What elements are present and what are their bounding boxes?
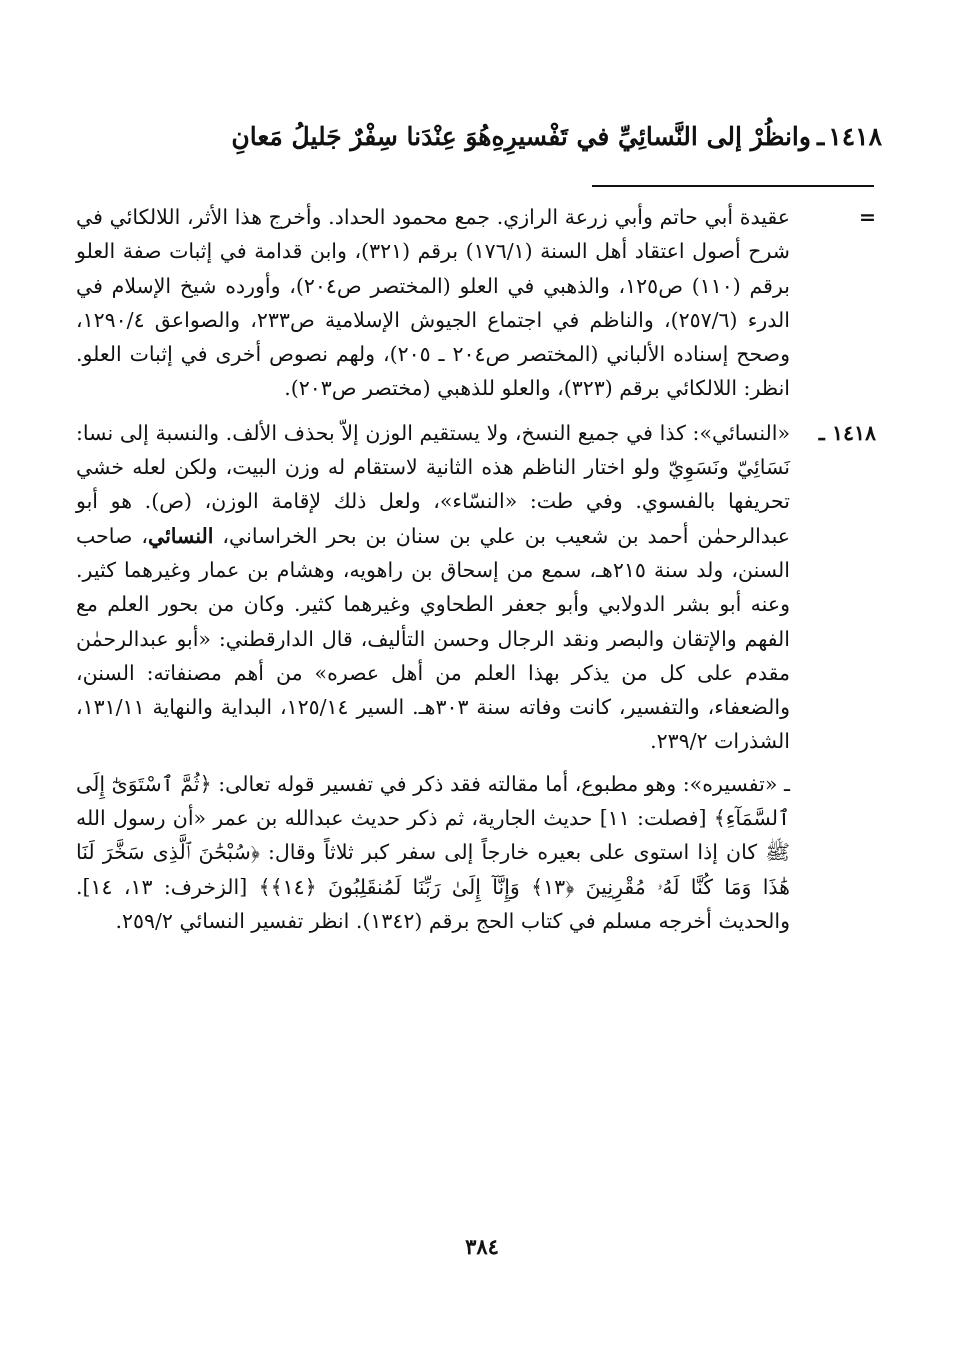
page-number: ٣٨٤ bbox=[465, 1234, 499, 1259]
nasai-text-start: «النسائي»: كذا في جميع النسخ، ولا يستقيم الوزن إلاّ بحذف الألف. والنسبة إلى نسا: نَسَائِيّ ونَسَوِيّ ولو اختار الناظم هذه الثانية لاستقام له وزن البيت، ولكن لعله خشي تحريفها بالفسوي. وفي طت: «النسّاء»، ولعل ذلك لإقامة الوزن، (ص). هو أبو عبدالرحمٰن أحمد بن شعيب بن علي بن سنان بن بحر الخراساني، bbox=[76, 420, 790, 548]
footnote-body bbox=[76, 200, 790, 406]
verse-number: ١٤١٨ bbox=[828, 121, 882, 151]
nasai-text-end: ، صاحب السنن، ولد سنة ٢١٥هـ، سمع من إسحاق بن راهويه، وهشام بن عمار وغيرهما كثير. وعنه أبو بشر الدولابي وأبو جعفر الطحاوي وغيرهما كثير. وكان من بحور العلم مع الفهم والإتقان والبصر ونقد الرجال وحسن التأليف، قال الدارقطني: «أبو عبدالرحمٰن مقدم على كل من يذكر بهذا العلم من أهل عصره» من أهم مصنفاته: السنن، والضعفاء، والتفسير، كانت وفاته سنة ٣٠٣هـ. السير ١٢٥/١٤، البداية والنهاية ١٣١/١١، الشذرات ٢٣٩/٢. bbox=[76, 523, 790, 754]
footnote-separator bbox=[592, 185, 874, 187]
verse-first-hemistich: وانظُرْ إلى النَّسائِيِّ في تَفْسيرِهِ bbox=[491, 121, 811, 151]
continuation-marker: = bbox=[858, 205, 876, 229]
footnote-number: ١٤١٨ ـ bbox=[818, 420, 876, 445]
footnote-paragraph-tafsir: ـ «تفسيره»: وهو مطبوع، أما مقالته فقد ذكر في تفسير قوله تعالى: ﴿ثُمَّ ٱسْتَوَىٰٓ إِلَى ٱلسَّمَآءِ﴾ [فصلت: ١١] حديث الجارية، ثم ذكر حديث عبدالله بن عمر «أن رسول الله ﷺ كان إذا استوى على بعيره خارجاً إلى سفر كبر ثلاثاً وقال: ﴿سُبْحَٰنَ ٱلَّذِى سَخَّرَ لَنَا هَٰذَا وَمَا كُنَّا لَهُۥ مُقْرِنِينَ ﴿١٣﴾ وَإِنَّآ إِلَىٰ رَبِّنَا لَمُنقَلِبُونَ ﴿١٤﴾﴾ [الزخرف: ١٣، ١٤]. والحديث أخرجه مسلم في كتاب الحج برقم (١٣٤٢). انظر تفسير النسائي ٢٥٩/٢. bbox=[76, 771, 790, 933]
verse-dash: ـ bbox=[816, 121, 825, 151]
nasai-bold-name: النسائي bbox=[148, 523, 214, 548]
footnote-1418 bbox=[76, 416, 876, 938]
footnote-continued bbox=[76, 200, 876, 406]
footnote-paragraph-nasai bbox=[76, 416, 790, 759]
footnote-paragraph: عقيدة أبي حاتم وأبي زرعة الرازي. جمع محمود الحداد. وأخرج هذا الأثر، اللالكائي في شرح أصول اعتقاد أهل السنة (١٧٦/١) برقم (٣٢١)، وابن قدامة في إثبات صفة العلو برقم (١١٠) ص١٢٥، والذهبي في العلو (المختصر ص٢٠٤)، وأورده شيخ الإسلام في الدرء (٢٥٧/٦)، والناظم في اجتماع الجيوش الإسلامية ص٢٣٣، والصواعق ١٢٩٠/٤، وصحح إسناده الألباني (المختصر ص٢٠٤ ـ ٢٠٥)، ولهم نصوص أخرى في إثبات العلو. انظر: اللالكائي برقم (٣٢٣)، والعلو للذهبي (مختصر ص٢٠٣). bbox=[76, 205, 790, 401]
poem-verse bbox=[80, 108, 882, 164]
verse-second-hemistich: هُوَ عِنْدَنا سِفْرٌ جَليلُ مَعانِ bbox=[231, 121, 492, 151]
footnotes bbox=[76, 200, 876, 948]
footnote-body bbox=[76, 416, 790, 938]
